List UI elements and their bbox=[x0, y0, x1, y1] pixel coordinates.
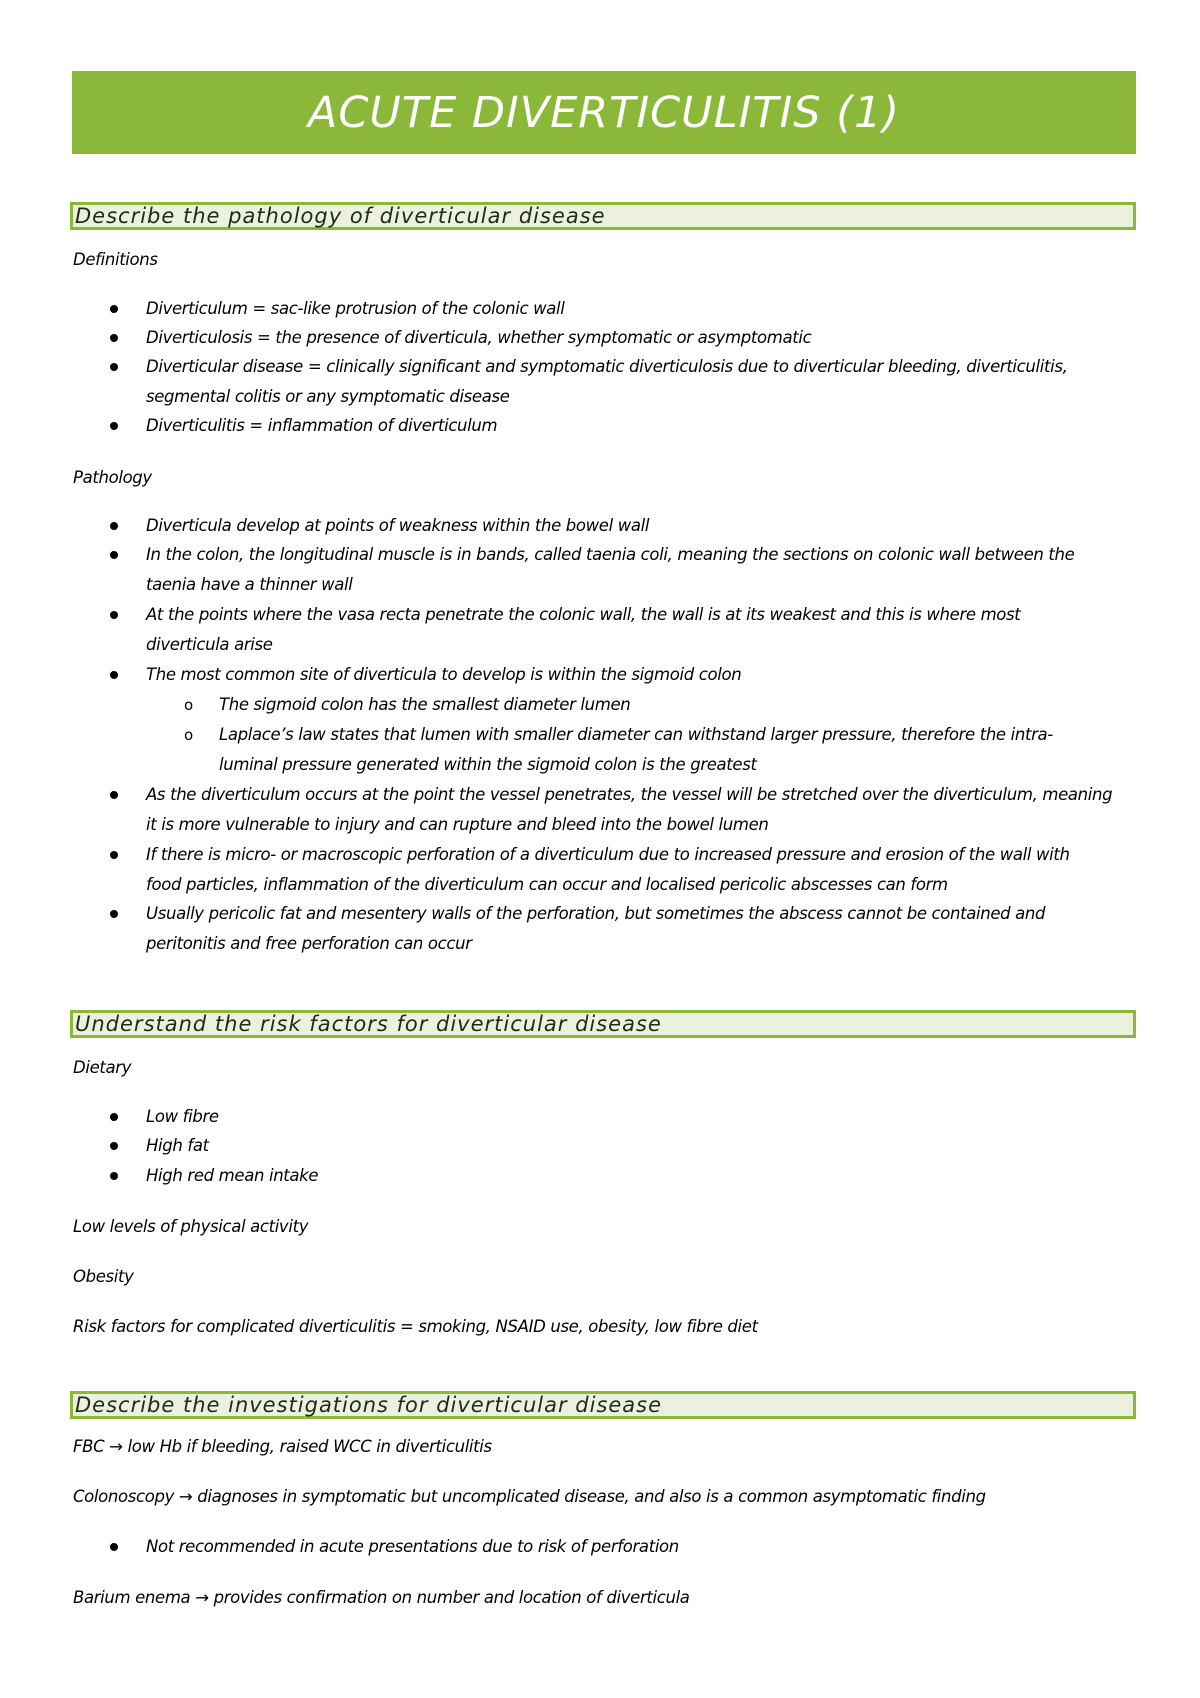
list-item: In the colon, the longitudinal muscle is in bands, called taenia coli, meaning the sections on colonic wall between the bbox=[146, 545, 1075, 564]
list-item: At the points where the vasa recta penetrate the colonic wall, the wall is at its weakest and this is where most bbox=[146, 605, 1021, 624]
bullet-icon bbox=[110, 422, 118, 430]
dietary-label: Dietary bbox=[73, 1058, 132, 1077]
list-item-continued: taenia have a thinner wall bbox=[146, 575, 353, 594]
circle-bullet-icon: o bbox=[184, 696, 194, 714]
list-item: Diverticula develop at points of weakness within the bowel wall bbox=[146, 516, 650, 535]
list-item: High red mean intake bbox=[146, 1166, 319, 1185]
definitions-label: Definitions bbox=[73, 250, 158, 269]
bullet-icon bbox=[110, 334, 118, 342]
list-item: If there is micro- or macroscopic perforation of a diverticulum due to increased pressure and erosion of the wall with bbox=[146, 845, 1070, 864]
list-item-continued: food particles, inflammation of the diverticulum can occur and localised pericolic abscesses can form bbox=[146, 875, 948, 894]
bullet-icon bbox=[110, 611, 118, 619]
list-item: Diverticular disease = clinically significant and symptomatic diverticulosis due to diverticular bleeding, diverticulitis, bbox=[146, 357, 1068, 376]
bullet-icon bbox=[110, 1142, 118, 1150]
bullet-icon bbox=[110, 363, 118, 371]
sub-list-item: The sigmoid colon has the smallest diameter lumen bbox=[219, 695, 631, 714]
sub-list-item-continued: luminal pressure generated within the sigmoid colon is the greatest bbox=[219, 755, 757, 774]
physical-activity-text: Low levels of physical activity bbox=[73, 1217, 309, 1236]
list-item: Diverticulosis = the presence of diverticula, whether symptomatic or asymptomatic bbox=[146, 328, 812, 347]
title-banner bbox=[72, 71, 1136, 154]
bullet-icon bbox=[110, 551, 118, 559]
complicated-risk-text: Risk factors for complicated diverticulitis = smoking, NSAID use, obesity, low fibre diet bbox=[73, 1317, 758, 1336]
barium-enema-text: Barium enema → provides confirmation on number and location of diverticula bbox=[73, 1588, 690, 1607]
bullet-icon bbox=[110, 1543, 118, 1551]
circle-bullet-icon: o bbox=[184, 726, 194, 744]
list-item-continued: peritonitis and free perforation can occur bbox=[146, 934, 472, 953]
list-item: Diverticulum = sac-like protrusion of the colonic wall bbox=[146, 299, 565, 318]
bullet-icon bbox=[110, 522, 118, 530]
list-item: Not recommended in acute presentations due to risk of perforation bbox=[146, 1537, 679, 1556]
sub-list-item: Laplace’s law states that lumen with smaller diameter can withstand larger pressure, therefore the intra- bbox=[219, 725, 1053, 744]
bullet-icon bbox=[110, 305, 118, 313]
bullet-icon bbox=[110, 851, 118, 859]
list-item: High fat bbox=[146, 1136, 209, 1155]
list-item: As the diverticulum occurs at the point the vessel penetrates, the vessel will be stretched over the diverticulum, meaning bbox=[146, 785, 1113, 804]
list-item: The most common site of diverticula to develop is within the sigmoid colon bbox=[146, 665, 742, 684]
list-item: Usually pericolic fat and mesentery walls of the perforation, but sometimes the abscess cannot be contained and bbox=[146, 904, 1046, 923]
fbc-text: FBC → low Hb if bleeding, raised WCC in diverticulitis bbox=[73, 1437, 492, 1456]
list-item: Diverticulitis = inflammation of diverticulum bbox=[146, 416, 498, 435]
bullet-icon bbox=[110, 1172, 118, 1180]
list-item: Low fibre bbox=[146, 1107, 219, 1126]
bullet-icon bbox=[110, 791, 118, 799]
page-title: ACUTE DIVERTICULITIS (1) bbox=[307, 87, 901, 138]
pathology-label: Pathology bbox=[73, 468, 152, 487]
section-heading-risk-factors: Understand the risk factors for diverticular disease bbox=[70, 1010, 1136, 1038]
list-item-continued: diverticula arise bbox=[146, 635, 273, 654]
section-heading-investigations: Describe the investigations for diverticular disease bbox=[70, 1391, 1136, 1419]
list-item-continued: it is more vulnerable to injury and can rupture and bleed into the bowel lumen bbox=[146, 815, 769, 834]
obesity-text: Obesity bbox=[73, 1267, 134, 1286]
section-heading-pathology: Describe the pathology of diverticular disease bbox=[70, 202, 1136, 230]
colonoscopy-text: Colonoscopy → diagnoses in symptomatic but uncomplicated disease, and also is a common asymptomatic finding bbox=[73, 1487, 986, 1506]
bullet-icon bbox=[110, 910, 118, 918]
bullet-icon bbox=[110, 1113, 118, 1121]
list-item-continued: segmental colitis or any symptomatic disease bbox=[146, 387, 510, 406]
bullet-icon bbox=[110, 671, 118, 679]
